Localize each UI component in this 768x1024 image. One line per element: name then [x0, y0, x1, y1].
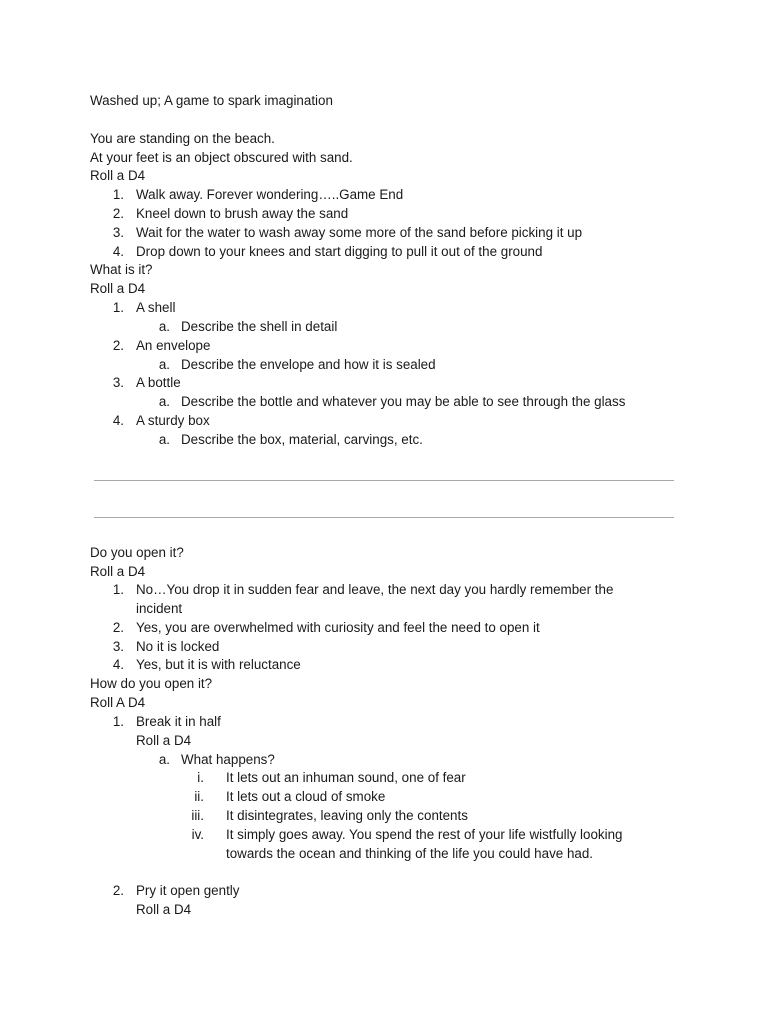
list-item: An envelope: [136, 338, 211, 353]
roll-instruction: Roll a D4: [90, 168, 146, 183]
outcome-marker: iv.: [191, 827, 204, 842]
outcome-item: It simply goes away. You spend the rest of your life wistfully looking: [226, 827, 623, 842]
intro-line: You are standing on the beach.: [90, 131, 275, 146]
list-marker: 2.: [112, 883, 124, 898]
list-item: Wait for the water to wash away some more of the sand before picking it up: [136, 225, 583, 240]
list-item: Yes, but it is with reluctance: [136, 657, 301, 672]
section-question: Do you open it?: [90, 545, 184, 560]
sub-marker: a.: [158, 357, 170, 372]
list-item: No it is locked: [136, 639, 220, 654]
list-item: Break it in half: [136, 714, 221, 729]
list-marker: 1.: [112, 187, 124, 202]
horizontal-rule: [94, 480, 674, 481]
list-marker: 1.: [112, 714, 124, 729]
outcome-item-continuation: towards the ocean and thinking of the life you could have had.: [226, 846, 594, 861]
roll-instruction: Roll a D4: [136, 902, 192, 917]
list-marker: 1.: [112, 582, 124, 597]
section-question: How do you open it?: [90, 676, 213, 691]
sub-item: What happens?: [181, 752, 275, 767]
list-marker: 1.: [112, 300, 124, 315]
list-item: A bottle: [136, 375, 181, 390]
list-marker: 3.: [112, 225, 124, 240]
roll-instruction: Roll A D4: [90, 695, 146, 710]
outcome-item: It lets out a cloud of smoke: [226, 789, 386, 804]
list-item-continuation: incident: [136, 601, 183, 616]
list-marker: 3.: [112, 639, 124, 654]
document-title: Washed up; A game to spark imagination: [90, 93, 333, 108]
sub-marker: a.: [158, 319, 170, 334]
list-marker: 2.: [112, 620, 124, 635]
sub-marker: a.: [158, 394, 170, 409]
list-item: No…You drop it in sudden fear and leave, the next day you hardly remember the: [136, 582, 614, 597]
list-item: A sturdy box: [136, 413, 210, 428]
list-marker: 2.: [112, 206, 124, 221]
outcome-marker: iii.: [191, 808, 204, 823]
list-marker: 4.: [112, 244, 124, 259]
section-question: What is it?: [90, 262, 153, 277]
roll-instruction: Roll a D4: [90, 281, 146, 296]
outcome-marker: ii.: [194, 789, 204, 804]
list-marker: 4.: [112, 657, 124, 672]
list-item: Drop down to your knees and start digging to pull it out of the ground: [136, 244, 543, 259]
sub-marker: a.: [158, 752, 170, 767]
list-item: Yes, you are overwhelmed with curiosity and feel the need to open it: [136, 620, 540, 635]
intro-line: At your feet is an object obscured with sand.: [90, 150, 353, 165]
list-item: Walk away. Forever wondering…..Game End: [136, 187, 404, 202]
outcome-item: It disintegrates, leaving only the contents: [226, 808, 468, 823]
list-marker: 2.: [112, 338, 124, 353]
sub-marker: a.: [158, 432, 170, 447]
roll-instruction: Roll a D4: [90, 564, 146, 579]
list-marker: 3.: [112, 375, 124, 390]
list-item: Kneel down to brush away the sand: [136, 206, 349, 221]
horizontal-rule: [94, 517, 674, 518]
sub-item: Describe the envelope and how it is sealed: [181, 357, 436, 372]
sub-item: Describe the bottle and whatever you may be able to see through the glass: [181, 394, 626, 409]
list-item: Pry it open gently: [136, 883, 240, 898]
list-marker: 4.: [112, 413, 124, 428]
list-item: A shell: [136, 300, 176, 315]
roll-instruction: Roll a D4: [136, 733, 192, 748]
outcome-marker: i.: [197, 770, 204, 785]
sub-item: Describe the box, material, carvings, etc.: [181, 432, 423, 447]
sub-item: Describe the shell in detail: [181, 319, 338, 334]
outcome-item: It lets out an inhuman sound, one of fear: [226, 770, 466, 785]
